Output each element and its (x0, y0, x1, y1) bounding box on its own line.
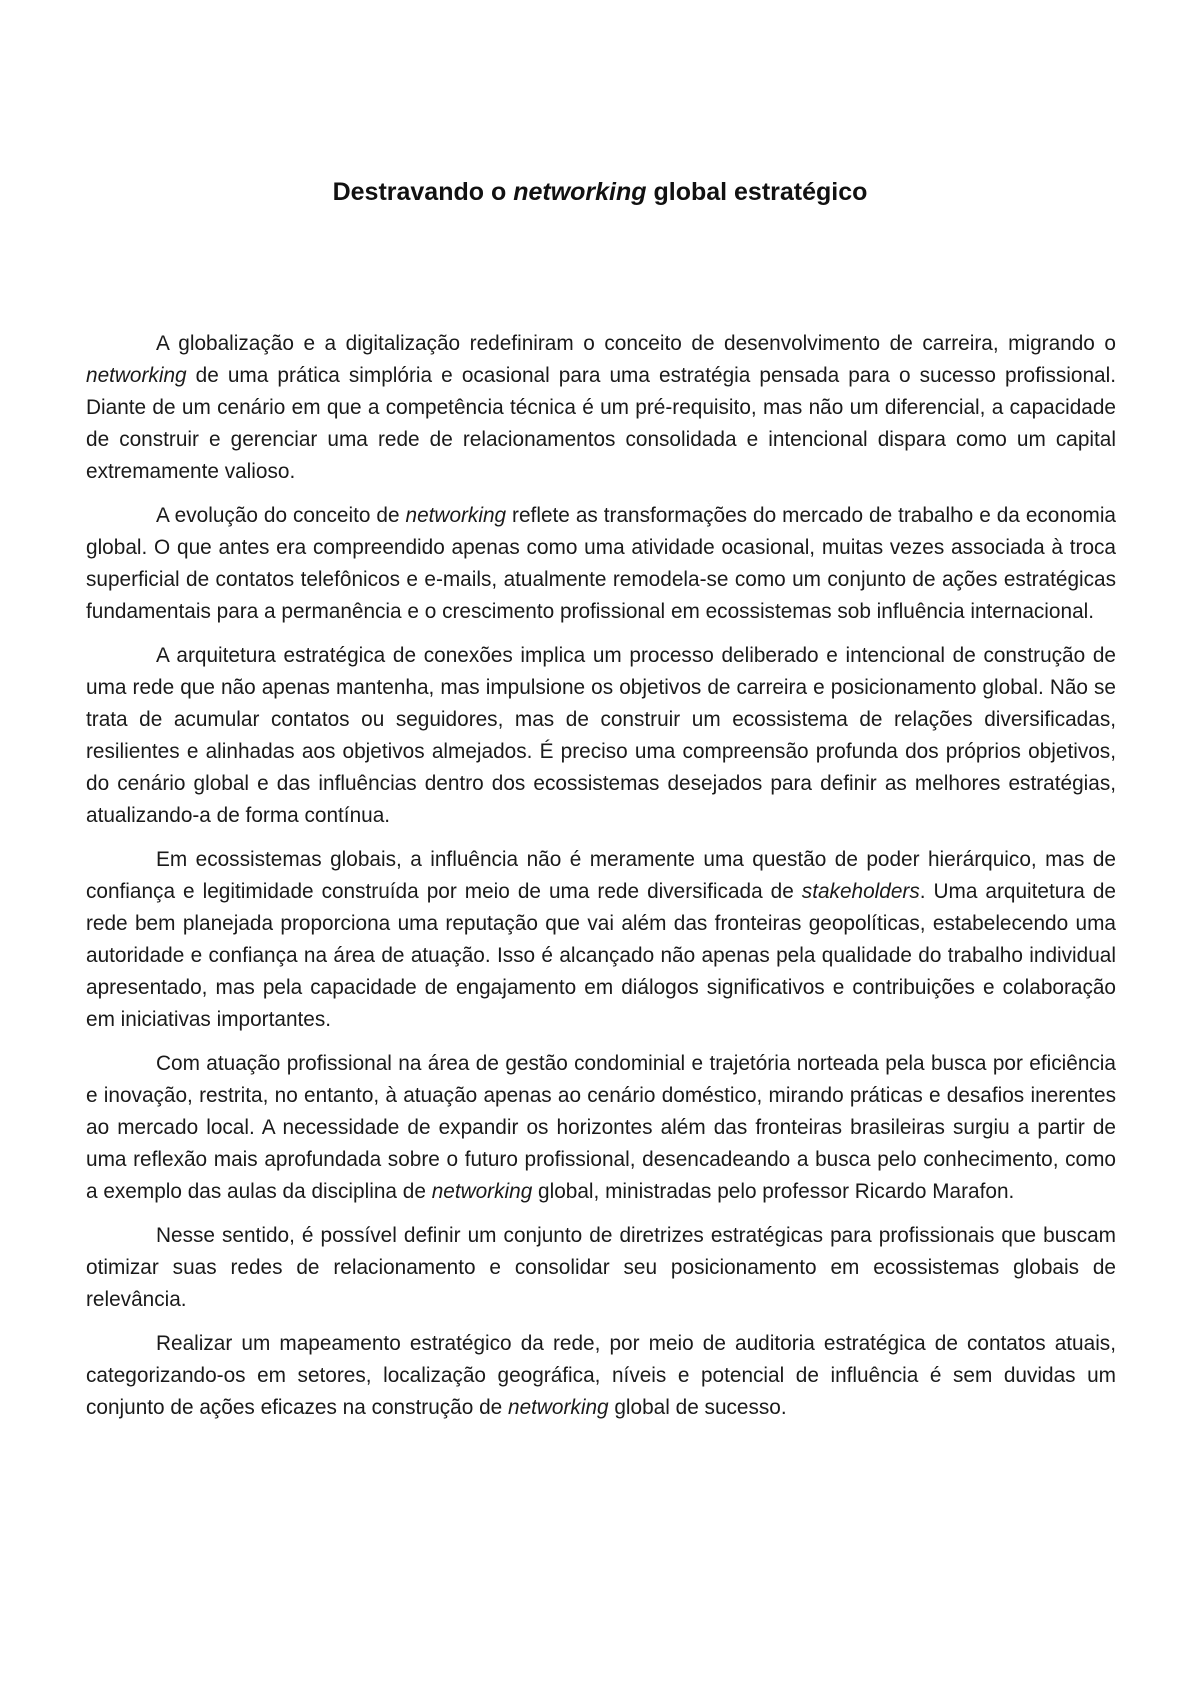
paragraph-text: Nesse sentido, é possível definir um conjunto de diretrizes estratégicas para profissionais que buscam otimizar suas redes de relacionamento e consolidar seu posicionamento em ecossistemas globais de relevância. (86, 1224, 1116, 1311)
document-title (0, 178, 1200, 207)
body-paragraph (86, 328, 1116, 488)
italic-term: networking (86, 364, 187, 387)
title-text-before: Destravando o (332, 178, 514, 206)
title-text-emphasis: networking (513, 178, 647, 206)
paragraph-text: Realizar um mapeamento estratégico da rede, por meio de auditoria estratégica de contatos atuais, categorizando-os em setores, localização geográfica, níveis e potencial de influência é sem duvidas um conjunto de ações eficazes na construção de (86, 1332, 1116, 1419)
paragraph-text: Com atuação profissional na área de gestão condominial e trajetória norteada pela busca por eficiência e inovação, restrita, no entanto, à atuação apenas ao cenário doméstico, mirando práticas e desafios inerentes ao mercado local. A necessidade de expandir os horizontes além das fronteiras brasileiras surgiu a partir de uma reflexão mais aprofundada sobre o futuro profissional, desencadeando a busca pelo conhecimento, como a exemplo das aulas da disciplina de (86, 1052, 1116, 1203)
body-paragraph (86, 640, 1116, 832)
italic-term: networking (431, 1180, 533, 1203)
title-text-after: global estratégico (646, 178, 868, 206)
document-body (86, 328, 1116, 1436)
paragraph-text: A arquitetura estratégica de conexões implica um processo deliberado e intencional de construção de uma rede que não apenas mantenha, mas impulsione os objetivos de carreira e posicionamento global. Não se trata de acumular contatos ou seguidores, mas de construir um ecossistema de relações diversificadas, resilientes e alinhadas aos objetivos almejados. É preciso uma compreensão profunda dos próprios objetivos, do cenário global e das influências dentro dos ecossistemas desejados para definir as melhores estratégias, atualizando-a de forma contínua. (86, 644, 1116, 827)
paragraph-text: Em ecossistemas globais, a influência não é meramente uma questão de poder hierárquico, mas de confiança e legitimidade construída por meio de uma rede diversificada de (86, 848, 1116, 903)
body-paragraph (86, 1328, 1116, 1424)
paragraph-text: A evolução do conceito de (156, 504, 406, 527)
body-paragraph (86, 1220, 1116, 1316)
italic-term: stakeholders (801, 880, 920, 903)
body-paragraph (86, 844, 1116, 1036)
paragraph-text: A globalização e a digitalização redefiniram o conceito de desenvolvimento de carreira, migrando o (156, 332, 1116, 355)
italic-term: networking (405, 504, 507, 527)
italic-term: networking (508, 1396, 609, 1419)
body-paragraph (86, 500, 1116, 628)
paragraph-text: global de sucesso. (608, 1396, 787, 1419)
paragraph-text: reflete as transformações do mercado de trabalho e da economia global. O que antes era compreendido apenas como uma atividade ocasional, muitas vezes associada à troca superficial de contatos telefônicos e e-mails, atualmente remodela-se como um conjunto de ações estratégicas fundamentais para a permanência e o crescimento profissional em ecossistemas sob influência internacional. (86, 504, 1117, 623)
paragraph-text: . Uma arquitetura de rede bem planejada proporciona uma reputação que vai além das fronteiras geopolíticas, estabelecendo uma autoridade e confiança na área de atuação. Isso é alcançado não apenas pela qualidade do trabalho individual apresentado, mas pela capacidade de engajamento em diálogos significativos e contribuições e colaboração em iniciativas importantes. (86, 880, 1116, 1031)
paragraph-text: de uma prática simplória e ocasional para uma estratégia pensada para o sucesso profissional. Diante de um cenário em que a competência técnica é um pré-requisito, mas não um diferencial, a capacidade de construir e gerenciar uma rede de relacionamentos consolidada e intencional dispara como um capital extremamente valioso. (86, 364, 1116, 483)
body-paragraph (86, 1048, 1116, 1208)
paragraph-text: global, ministradas pelo professor Ricardo Marafon. (532, 1180, 1015, 1203)
